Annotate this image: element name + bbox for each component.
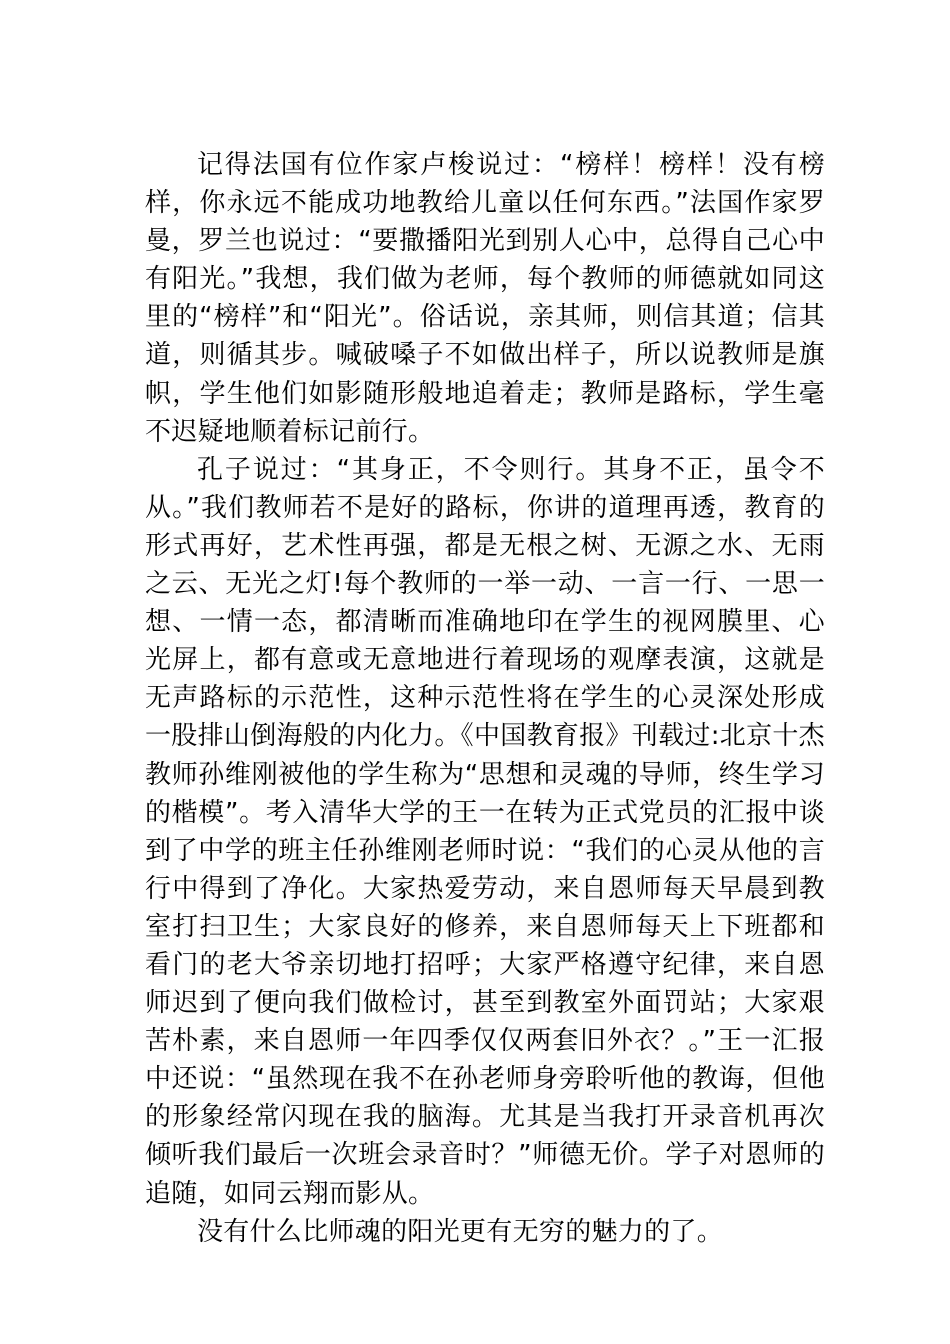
- paragraph-3: 没有什么比师魂的阳光更有无穷的魅力的了。: [197, 1216, 724, 1247]
- body-text: [145, 146, 825, 1251]
- paragraph-2: 孔子说过：“其身正，不令则行。其身不正，虽令不从。”我们教师若不是好的路标，你讲的道理再透，教育的形式再好，艺术性再强，都是无根之树、无源之水、无雨之云、无光之灯!每个教师的一举一动、一言一行、一思一想、一情一态，都清晰而准确地印在学生的视网膜里、心光屏上，都有意或无意地进行着现场的观摩表演，这就是无声路标的示范性，这种示范性将在学生的心灵深处形成一股排山倒海般的内化力。《中国教育报》刊载过:北京十杰教师孙维刚被他的学生称为“思想和灵魂的导师，终生学习的楷模”。考入清华大学的王一在转为正式党员的汇报中谈到了中学的班主任孙维刚老师时说：“我们的心灵从他的言行中得到了净化。大家热爱劳动，来自恩师每天早晨到教室打扫卫生；大家良好的修养，来自恩师每天上下班都和看门的老大爷亲切地打招呼；大家严格遵守纪律，来自恩师迟到了便向我们做检讨，甚至到教室外面罚站；大家艰苦朴素，来自恩师一年四季仅仅两套旧外衣？。”王一汇报中还说：“虽然现在我不在孙老师身旁聆听他的教诲，但他的形象经常闪现在我的脑海。尤其是当我打开录音机再次倾听我们最后一次班会录音时？”师德无价。学子对恩师的追随，如同云翔而影从。: [145, 454, 825, 1209]
- paragraph-1: 记得法国有位作家卢梭说过：“榜样！榜样！没有榜样，你永远不能成功地教给儿童以任何东西。”法国作家罗曼，罗兰也说过：“要撒播阳光到别人心中，总得自己心中有阳光。”我想，我们做为老师，每个教师的师德就如同这里的“榜样”和“阳光”。俗话说，亲其师，则信其道；信其道，则循其步。喊破嗓子不如做出样子，所以说教师是旗帜，学生他们如影随形般地追着走；教师是路标，学生毫不迟疑地顺着标记前行。: [145, 150, 825, 447]
